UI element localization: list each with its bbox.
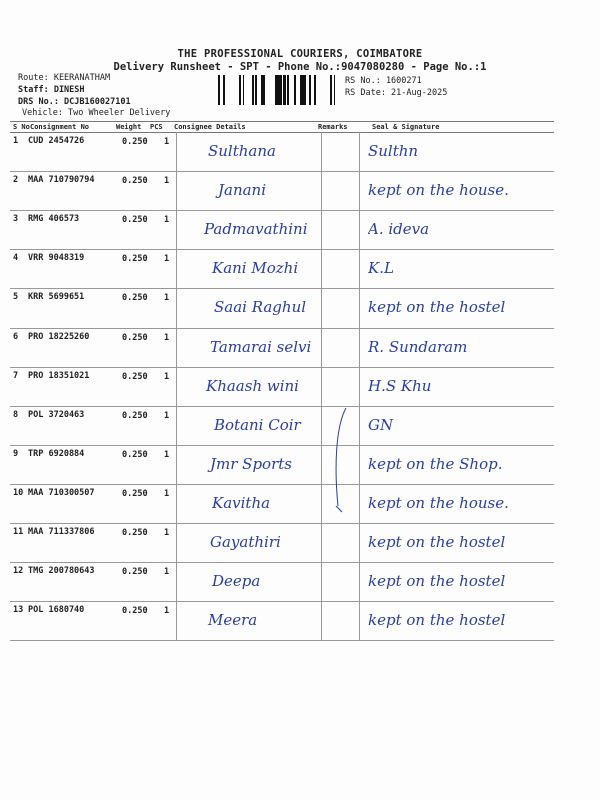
barcode-bar bbox=[303, 75, 305, 105]
row-pcs: 1 bbox=[164, 215, 170, 226]
row-sno: 5 bbox=[13, 292, 19, 303]
row-consignment-no: KRR 5699651 bbox=[28, 292, 85, 303]
remarks-column-rule bbox=[321, 132, 322, 640]
row-pcs: 1 bbox=[164, 410, 170, 421]
row-sno: 4 bbox=[13, 253, 19, 264]
col-pcs-header: PCS bbox=[150, 123, 163, 131]
row-consignee-handwritten: Tamarai selvi bbox=[210, 337, 312, 356]
row-consignment-no: PRO 18351021 bbox=[28, 370, 90, 381]
barcode-bar bbox=[305, 75, 306, 105]
row-pcs: 1 bbox=[164, 528, 170, 538]
row-pcs: 1 bbox=[164, 254, 170, 265]
row-weight: 0.250 bbox=[122, 528, 148, 538]
barcode-bar bbox=[302, 75, 303, 105]
row-signature-handwritten: kept on the hostel bbox=[368, 533, 506, 551]
row-pcs: 1 bbox=[164, 293, 170, 304]
row-consignment-no: TRP 6920884 bbox=[28, 448, 85, 459]
col-consignee-header: Consignee Details bbox=[174, 123, 246, 131]
row-divider bbox=[10, 249, 554, 250]
row-pcs: 1 bbox=[164, 371, 170, 382]
barcode-bar bbox=[239, 75, 240, 105]
row-consignee-handwritten: Khaash wini bbox=[206, 376, 299, 395]
row-signature-handwritten: kept on the hostel bbox=[368, 298, 506, 317]
row-divider bbox=[10, 406, 554, 407]
row-pcs: 1 bbox=[164, 332, 170, 343]
col-sno-header: S No bbox=[13, 123, 30, 131]
barcode-bar bbox=[243, 75, 244, 105]
col-consignment-header: Consignment No bbox=[30, 123, 90, 131]
row-sno: 8 bbox=[13, 409, 19, 420]
barcode-bar bbox=[261, 75, 262, 105]
staff-label: Staff: DINESH bbox=[18, 85, 85, 95]
row-signature-handwritten: Sulthn bbox=[368, 142, 419, 160]
col-signature-header: Seal & Signature bbox=[372, 123, 440, 131]
row-signature-handwritten: H.S Khu bbox=[368, 376, 432, 395]
row-signature-handwritten: K.L bbox=[368, 259, 394, 278]
row-sno: 1 bbox=[13, 136, 19, 146]
row-sno: 12 bbox=[13, 566, 24, 577]
row-signature-handwritten: kept on the Shop. bbox=[368, 454, 503, 473]
row-consignment-no: MAA 711337806 bbox=[28, 527, 95, 537]
row-consignee-handwritten: Kani Mozhi bbox=[212, 259, 299, 278]
barcode-bar bbox=[279, 75, 282, 105]
row-consignee-handwritten: Sulthana bbox=[208, 142, 276, 160]
barcode-image bbox=[218, 75, 336, 105]
row-weight: 0.250 bbox=[122, 371, 148, 382]
row-signature-handwritten: R. Sundaram bbox=[368, 337, 468, 356]
row-pcs: 1 bbox=[164, 137, 170, 147]
row-consignment-no: MAA 710790794 bbox=[28, 175, 95, 186]
row-consignment-no: PRO 18225260 bbox=[28, 331, 90, 342]
row-consignment-no: RMG 406573 bbox=[28, 214, 80, 225]
barcode-bar bbox=[294, 75, 296, 105]
row-sno: 10 bbox=[13, 487, 24, 498]
row-weight: 0.250 bbox=[122, 488, 148, 499]
row-pcs: 1 bbox=[164, 176, 170, 187]
row-consignment-no: TMG 200780643 bbox=[28, 566, 95, 577]
row-consignment-no: VRR 9048319 bbox=[28, 253, 85, 264]
runsheet-table bbox=[10, 121, 554, 641]
barcode-bar bbox=[283, 75, 286, 105]
row-consignee-handwritten: Jmr Sports bbox=[210, 454, 292, 473]
barcode-bar bbox=[309, 75, 311, 105]
row-consignee-handwritten: Gayathiri bbox=[210, 533, 281, 551]
row-consignee-handwritten: Deepa bbox=[212, 572, 261, 591]
row-signature-handwritten: kept on the hostel bbox=[368, 611, 506, 630]
row-weight: 0.250 bbox=[122, 606, 148, 617]
barcode-bar bbox=[262, 75, 265, 105]
row-consignee-handwritten: Padmavathini bbox=[204, 220, 308, 239]
row-consignment-no: MAA 710300507 bbox=[28, 487, 95, 498]
vehicle-label: Vehicle: Two Wheeler Delivery bbox=[22, 108, 171, 118]
row-divider bbox=[10, 367, 554, 368]
row-pcs: 1 bbox=[164, 567, 170, 578]
remarks-pen-stroke bbox=[328, 406, 358, 516]
document-title: THE PROFESSIONAL COURIERS, COIMBATORE bbox=[177, 48, 423, 60]
row-consignee-handwritten: Botani Coir bbox=[214, 415, 301, 434]
row-divider bbox=[10, 445, 554, 446]
row-sno: 11 bbox=[13, 527, 24, 537]
barcode-bar bbox=[334, 75, 335, 105]
row-consignee-handwritten: Kavitha bbox=[212, 493, 271, 512]
barcode-bar bbox=[255, 75, 257, 105]
row-sno: 3 bbox=[13, 214, 19, 225]
row-sno: 6 bbox=[13, 331, 19, 342]
header-bottom-rule bbox=[10, 132, 554, 133]
barcode-bar bbox=[301, 75, 302, 105]
document-subtitle: Delivery Runsheet - SPT - Phone No.:9047080280 - Page No.:1 bbox=[113, 61, 487, 73]
row-signature-handwritten: GN bbox=[368, 415, 394, 434]
row-consignee-handwritten: Janani bbox=[218, 181, 267, 200]
row-sno: 13 bbox=[13, 605, 24, 616]
row-signature-handwritten: kept on the house. bbox=[368, 181, 509, 200]
row-signature-handwritten: kept on the house. bbox=[368, 493, 509, 512]
row-divider bbox=[10, 210, 554, 211]
barcode-bar bbox=[218, 75, 220, 105]
col-remarks-header: Remarks bbox=[318, 123, 348, 131]
row-divider bbox=[10, 484, 554, 485]
row-consignment-no: CUD 2454726 bbox=[28, 136, 85, 146]
barcode-bar bbox=[275, 75, 277, 105]
signature-column-rule bbox=[359, 132, 360, 640]
rs-date: RS Date: 21-Aug-2025 bbox=[345, 88, 448, 98]
row-weight: 0.250 bbox=[122, 293, 148, 304]
row-sno: 9 bbox=[13, 448, 19, 459]
barcode-bar bbox=[314, 75, 316, 105]
barcode-bar bbox=[277, 75, 279, 105]
row-pcs: 1 bbox=[164, 449, 170, 460]
barcode-bar bbox=[330, 75, 331, 105]
rs-number: RS No.: 1600271 bbox=[345, 76, 422, 86]
row-divider bbox=[10, 640, 554, 641]
row-weight: 0.250 bbox=[122, 215, 148, 226]
consignee-column-rule bbox=[176, 132, 177, 640]
row-weight: 0.250 bbox=[122, 254, 148, 265]
col-weight-header: Weight bbox=[116, 123, 142, 131]
row-sno: 2 bbox=[13, 175, 19, 186]
row-signature-handwritten: kept on the hostel bbox=[368, 572, 506, 591]
row-sno: 7 bbox=[13, 370, 19, 381]
row-divider bbox=[10, 523, 554, 524]
row-weight: 0.250 bbox=[122, 332, 148, 343]
route-label: Route: KEERANATHAM bbox=[18, 73, 111, 83]
barcode-bar bbox=[252, 75, 254, 105]
row-divider bbox=[10, 562, 554, 563]
barcode-bar bbox=[240, 75, 241, 105]
row-weight: 0.250 bbox=[122, 449, 148, 460]
table-top-rule bbox=[10, 121, 554, 122]
barcode-bar bbox=[287, 75, 289, 105]
row-signature-handwritten: A. ideva bbox=[368, 220, 430, 239]
row-divider bbox=[10, 601, 554, 602]
row-consignee-handwritten: Saai Raghul bbox=[214, 298, 307, 317]
row-pcs: 1 bbox=[164, 606, 170, 617]
barcode-bar bbox=[223, 75, 225, 105]
pen-stroke-path bbox=[336, 408, 346, 512]
row-weight: 0.250 bbox=[122, 410, 148, 421]
row-weight: 0.250 bbox=[122, 137, 148, 147]
row-weight: 0.250 bbox=[122, 176, 148, 187]
row-divider bbox=[10, 288, 554, 289]
drs-number: DRS No.: DCJB160027101 bbox=[18, 97, 131, 107]
barcode-bar bbox=[331, 75, 332, 105]
row-consignee-handwritten: Meera bbox=[208, 611, 258, 630]
row-divider bbox=[10, 328, 554, 329]
row-weight: 0.250 bbox=[122, 567, 148, 578]
row-divider bbox=[10, 171, 554, 172]
row-consignment-no: POL 3720463 bbox=[28, 409, 85, 420]
row-consignment-no: POL 1680740 bbox=[28, 605, 85, 616]
row-pcs: 1 bbox=[164, 488, 170, 499]
barcode-bar bbox=[300, 75, 301, 105]
